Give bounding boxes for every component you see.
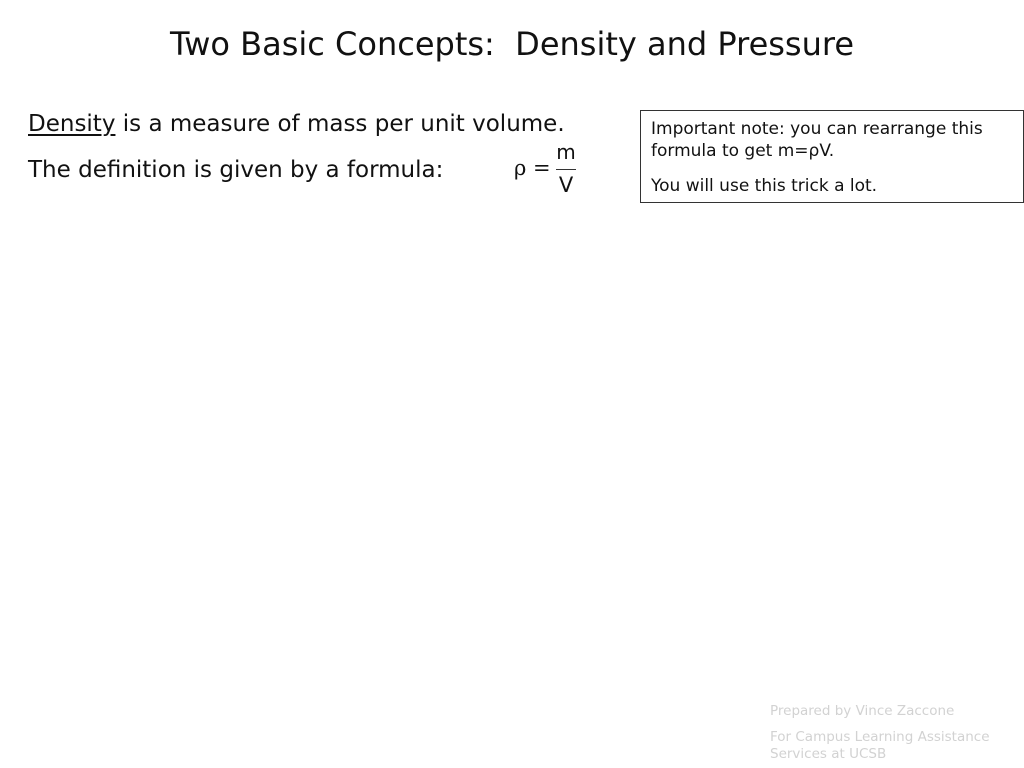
- density-formula: [514, 140, 578, 200]
- footer-credits: [770, 703, 1010, 763]
- formula-numerator: m: [556, 140, 576, 164]
- density-term: Density: [28, 111, 116, 137]
- density-definition-line: [28, 109, 565, 139]
- note-text-2: You will use this trick a lot.: [651, 176, 878, 196]
- note-text-1: Important note: you can rearrange this formula to get m=ρV.: [651, 119, 983, 161]
- slide-title: Two Basic Concepts: Density and Pressure: [169, 25, 855, 63]
- footer-author: Prepared by Vince Zaccone: [770, 703, 955, 719]
- formula-lhs: ρ =: [514, 156, 551, 180]
- formula-denominator: V: [558, 173, 574, 197]
- important-note-box: [640, 110, 1024, 203]
- fraction-bar: [556, 169, 576, 170]
- density-definition-text: is a measure of mass per unit volume.: [115, 111, 565, 137]
- formula-intro-line: The definition is given by a formula:: [28, 157, 444, 183]
- formula-fraction: [554, 140, 578, 200]
- footer-affiliation: For Campus Learning Assistance Services at UCSB: [770, 729, 990, 762]
